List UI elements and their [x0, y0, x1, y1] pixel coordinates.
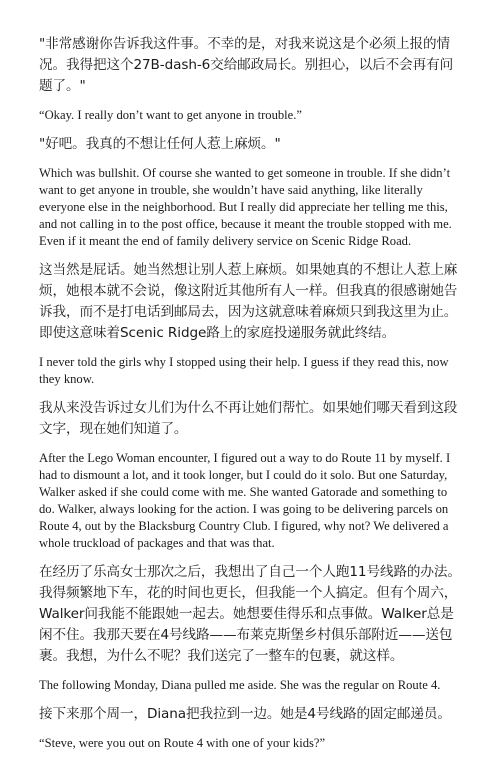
paragraph-zh-1: "非常感谢你告诉我这件事。不幸的是，对我来说这是个必须上报的情况。我得把这个27B-dash-6交给邮政局长。别担心，以后不会再有问题了。" — [39, 36, 454, 94]
paragraph-en-5: The following Monday, Diana pulled me aside. She was the regular on Route 4. — [39, 678, 441, 692]
paragraph-zh-3: 这当然是屁话。她当然想让别人惹上麻烦。如果她真的不想让人惹上麻烦，她根本就不会说，像这附近其他所有人一样。但我真的很感谢她告诉我，而不是打电话到邮局去，因为这就意味着麻烦只到我这里为止。即使这意味着Scenic Ridge路上的家庭投递服务就此终结。 — [39, 262, 458, 341]
paragraph-zh-2: "好吧。我真的不想让任何人惹上麻烦。" — [39, 136, 281, 152]
paragraph-en-6: “Steve, were you out on Route 4 with one of your kids?” — [39, 736, 326, 750]
document-page — [39, 34, 463, 762]
paragraph-zh-5: 在经历了乐高女士那次之后，我想出了自己一个人跑11号线路的办法。我得频繁地下车，花的时间也更长，但我能一个人搞定。但有个周六，Walker问我能不能跟她一起去。她想要佳得乐和点事做。Walker总是闲不住。我那天要在4号线路——布莱克斯堡乡村俱乐部附近——送包裹。我想，为什么不呢？我们送完了一整车的包裹，就这样。 — [39, 564, 461, 664]
paragraph-zh-6: 接下来那个周一，Diana把我拉到一边。她是4号线路的固定邮递员。 — [39, 706, 451, 722]
paragraph-en-2: Which was bullshit. Of course she wanted to get someone in trouble. If she didn’t want to get anyone in trouble, she wouldn’t have said anything, like literally everyone else in the neighborhood. But I really did appreciate her telling me this, and not calling in to the post office, because it meant the trouble stopped with me. Even if it meant the end of family delivery service on Scenic Ridge Road. — [39, 166, 452, 248]
paragraph-en-1: “Okay. I really don’t want to get anyone in trouble.” — [39, 108, 302, 122]
paragraph-en-3: I never told the girls why I stopped using their help. I guess if they read this, now they know. — [39, 355, 449, 386]
paragraph-zh-4: 我从来没告诉过女儿们为什么不再让她们帮忙。如果她们哪天看到这段文字，现在她们知道了。 — [39, 400, 458, 437]
paragraph-en-4: After the Lego Woman encounter, I figured out a way to do Route 11 by myself. I had to dismount a lot, and it took longer, but I could do it solo. But one Saturday, Walker asked if she could come with me. She wanted Gatorade and something to do. Walker, always looking for the action. I was going to be delivering parcels on Route 4, out by the Blacksburg Country Club. I figured, why not? We delivered a whole truckload of packages and that was that. — [39, 451, 451, 550]
